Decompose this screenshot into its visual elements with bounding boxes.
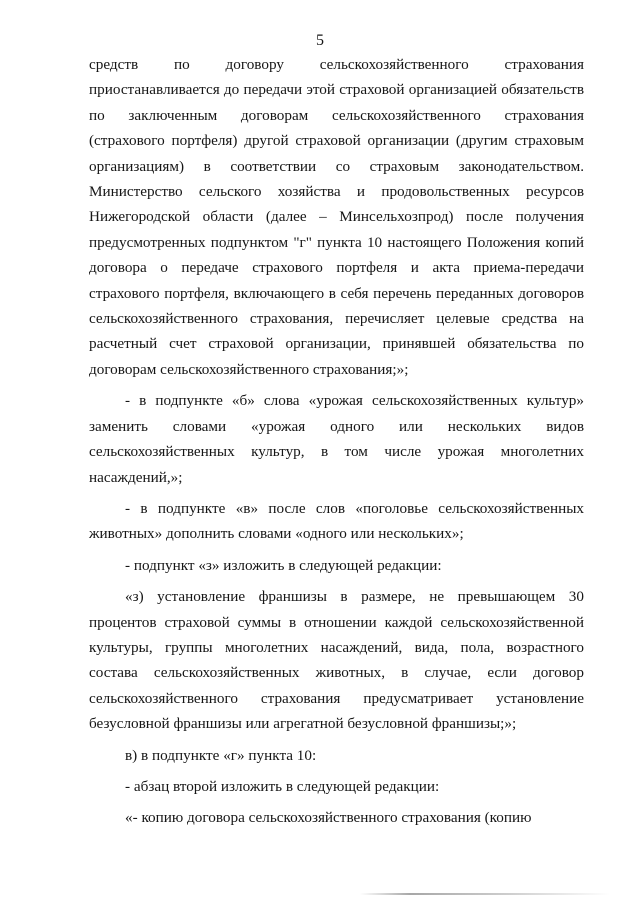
paragraph-subclause-b: - в подпункте «б» слова «урожая сельскохозяйственных культур» заменить словами «урожая одного или нескольких видов сельскохозяйственных культур, в том числе урожая многолетних насаждений,»;	[89, 392, 584, 486]
paragraph-continuation: средств по договору сельскохозяйственного страхования приостанавливается до передачи этой страховой организацией обязательств по заключенным договорам сельскохозяйственного страхования (страхового портфеля) другой страховой организации (другим страховым организациям) в соответствии со страховым законодательством. Министерство сельского хозяйства и продовольственных ресурсов Нижегородской области (далее – Минсельхозпрод) после получения предусмотренных подпунктом "г" пункта 10 настоящего Положения копий договора о передаче страхового портфеля и акта приема-передачи страхового портфеля, включающего в себя перечень переданных договоров сельскохозяйственного страхования, перечисляет целевые средства на расчетный счет страховой организации, принявшей обязательства по договорам сельскохозяйственного страхования;»;	[89, 56, 584, 378]
page-number: 5	[316, 32, 324, 49]
paragraph-subclause-z-intro: - подпункт «з» изложить в следующей редакции:	[125, 556, 442, 574]
paragraph-subclause-v: - в подпункте «в» после слов «поголовье сельскохозяйственных животных» дополнить словами «одного или нескольких»;	[89, 499, 584, 543]
paragraph-second-abzac: - абзац второй изложить в следующей редакции:	[125, 777, 440, 795]
scan-edge-mark	[360, 893, 610, 895]
paragraph-copy-contract: «- копию договора сельскохозяйственного страхования (копию	[125, 809, 532, 827]
paragraph-subclause-z-text: «з) установление франшизы в размере, не превышающем 30 процентов страховой суммы в отношении каждой сельскохозяйственной культуры, группы многолетних насаждений, вида, пола, возрастного состава сельскохозяйственных животных, в случае, если договор сельскохозяйственного страхования предусматривает установление безусловной франшизы или агрегатной безусловной франшизы;»;	[89, 588, 584, 733]
document-body	[89, 52, 584, 831]
paragraph-item-v: в) в подпункте «г» пункта 10:	[125, 746, 317, 764]
